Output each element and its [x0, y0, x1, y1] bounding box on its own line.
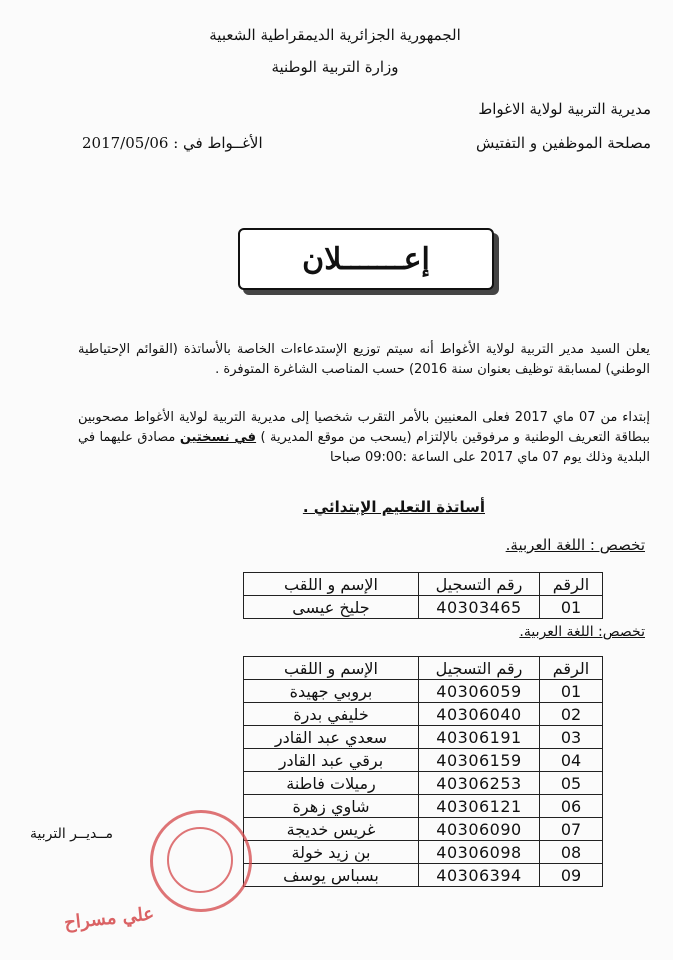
section-title: أساتذة التعليم الإبتدائي .: [302, 498, 485, 516]
row-num: 01: [540, 596, 603, 619]
official-stamp: [150, 810, 252, 912]
table-row: [244, 726, 603, 749]
row-reg: 40306059: [419, 680, 540, 703]
row-name: بسباس يوسف: [244, 864, 419, 887]
row-reg: 40306394: [419, 864, 540, 887]
announcement-title: [238, 228, 494, 290]
signature-name: علي مسراح: [63, 903, 156, 934]
row-reg: 40306253: [419, 772, 540, 795]
table-header-row: [244, 573, 603, 596]
table-row: [244, 864, 603, 887]
table-row: [244, 703, 603, 726]
header-num: الرقم: [540, 657, 603, 680]
announcement-paragraph-2: [78, 408, 650, 468]
header-reg: رقم التسجيل: [419, 573, 540, 596]
row-num: 07: [540, 818, 603, 841]
row-num: 09: [540, 864, 603, 887]
paragraph-2-emphasis: في نسختين: [179, 430, 257, 445]
row-num: 05: [540, 772, 603, 795]
row-num: 01: [540, 680, 603, 703]
row-name: رميلات فاطنة: [244, 772, 419, 795]
paragraph-2-part-1: إبتداء من 07 ماي 2017 فعلى المعنيين بالأمر التقرب شخصيا إلى مديرية التربية لولاية الأغواط مصحوبين ببطاقة التعريف الوطنية و مرفوقين بالإلتزام (يسحب من موقع المديرية ): [78, 410, 650, 445]
registration-table-1: [243, 572, 603, 619]
row-name: بن زيد خولة: [244, 841, 419, 864]
row-reg: 40306040: [419, 703, 540, 726]
row-name: جليخ عيسى: [244, 596, 419, 619]
row-num: 08: [540, 841, 603, 864]
table-row: [244, 841, 603, 864]
row-reg: 40306121: [419, 795, 540, 818]
paragraph-2-part-2: مصادق عليهما في البلدية وذلك يوم 07 ماي 2017 على الساعة :09:00 صباحا: [78, 430, 650, 465]
table-2-specialty: تخصص: اللغة العربية.: [519, 624, 645, 640]
row-num: 04: [540, 749, 603, 772]
announcement-title-text: إعـــــــلان: [302, 241, 430, 277]
table-row: [244, 680, 603, 703]
table-row: [244, 596, 603, 619]
row-name: شاوي زهرة: [244, 795, 419, 818]
row-name: بروبي جهيدة: [244, 680, 419, 703]
table-row: [244, 795, 603, 818]
row-num: 03: [540, 726, 603, 749]
ministry-header: وزارة التربية الوطنية: [271, 58, 399, 76]
registration-table-2: [243, 656, 603, 887]
row-num: 02: [540, 703, 603, 726]
signature-role: مــديــر التربية: [30, 826, 114, 842]
row-reg: 40306191: [419, 726, 540, 749]
row-name: برقي عبد القادر: [244, 749, 419, 772]
header-num: الرقم: [540, 573, 603, 596]
table-1-specialty: تخصص : اللغة العربية.: [505, 536, 645, 554]
row-reg: 40303465: [419, 596, 540, 619]
row-name: خليفي بدرة: [244, 703, 419, 726]
directorate-line: مديرية التربية لولاية الاغواط: [478, 100, 651, 118]
row-name: غريس خديجة: [244, 818, 419, 841]
service-line: مصلحة الموظفين و التفتيش: [476, 134, 651, 152]
row-reg: 40306090: [419, 818, 540, 841]
header-name: الإسم و اللقب: [244, 657, 419, 680]
row-reg: 40306098: [419, 841, 540, 864]
table-row: [244, 818, 603, 841]
announcement-paragraph-1: يعلن السيد مدير التربية لولاية الأغواط أنه سيتم توزيع الإستدعاءات الخاصة بالأساتذة (القوائم الإحتياطية الوطني) لمسابقة توظيف بعنوان سنة 2016) حسب المناصب الشاغرة المتوفرة .: [78, 342, 650, 377]
row-reg: 40306159: [419, 749, 540, 772]
row-name: سعدي عبد القادر: [244, 726, 419, 749]
table-row: [244, 749, 603, 772]
header-reg: رقم التسجيل: [419, 657, 540, 680]
table-row: [244, 772, 603, 795]
header-name: الإسم و اللقب: [244, 573, 419, 596]
document-date: الأغــواط في : 2017/05/06: [82, 134, 263, 152]
table-header-row: [244, 657, 603, 680]
row-num: 06: [540, 795, 603, 818]
republic-header: الجمهورية الجزائرية الديمقراطية الشعبية: [209, 26, 461, 44]
